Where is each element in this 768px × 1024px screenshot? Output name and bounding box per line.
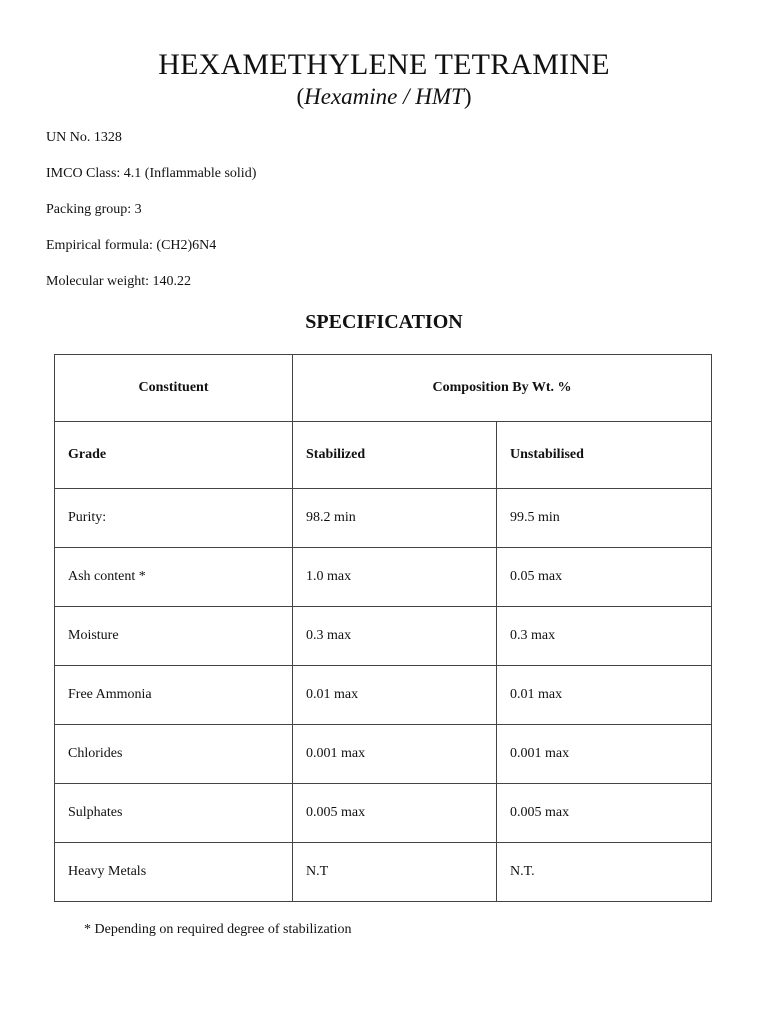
table-row	[55, 548, 712, 607]
document-subtitle	[0, 84, 768, 110]
row-constituent: Sulphates	[55, 784, 293, 843]
subtitle-text: Hexamine / HMT	[304, 84, 464, 109]
row-stabilized-value: 0.001 max	[293, 725, 497, 784]
table-row	[55, 843, 712, 902]
row-stabilized-value: 0.01 max	[293, 666, 497, 725]
property-empirical-formula: Empirical formula: (CH2)6N4	[46, 238, 217, 253]
row-constituent: Purity:	[55, 489, 293, 548]
header-constituent: Constituent	[55, 355, 293, 422]
property-list	[46, 129, 256, 309]
table-row	[55, 725, 712, 784]
row-stabilized-value: 0.3 max	[293, 607, 497, 666]
document-title: HEXAMETHYLENE TETRAMINE	[158, 48, 610, 81]
row-unstabilised-value: 0.3 max	[497, 607, 712, 666]
row-constituent: Free Ammonia	[55, 666, 293, 725]
row-constituent: Moisture	[55, 607, 293, 666]
header-composition: Composition By Wt. %	[293, 355, 712, 422]
table-row	[55, 489, 712, 548]
grade-unstabilised: Unstabilised	[497, 422, 712, 489]
table-header-row	[55, 355, 712, 422]
grade-stabilized: Stabilized	[293, 422, 497, 489]
specification-heading: SPECIFICATION	[305, 311, 463, 333]
subtitle-close-paren: )	[463, 84, 472, 109]
table-row	[55, 666, 712, 725]
row-unstabilised-value: 99.5 min	[497, 489, 712, 548]
property-molecular-weight: Molecular weight: 140.22	[46, 274, 192, 289]
row-constituent: Heavy Metals	[55, 843, 293, 902]
property-packing-group: Packing group: 3	[46, 202, 142, 217]
footnote: * Depending on required degree of stabilization	[84, 922, 352, 937]
table-row	[55, 607, 712, 666]
row-unstabilised-value: 0.001 max	[497, 725, 712, 784]
row-stabilized-value: 1.0 max	[293, 548, 497, 607]
row-constituent: Chlorides	[55, 725, 293, 784]
row-unstabilised-value: N.T.	[497, 843, 712, 902]
row-unstabilised-value: 0.05 max	[497, 548, 712, 607]
table-row	[55, 784, 712, 843]
property-imco-class: IMCO Class: 4.1 (Inflammable solid)	[46, 166, 257, 181]
row-stabilized-value: 98.2 min	[293, 489, 497, 548]
row-stabilized-value: 0.005 max	[293, 784, 497, 843]
row-unstabilised-value: 0.005 max	[497, 784, 712, 843]
row-unstabilised-value: 0.01 max	[497, 666, 712, 725]
subtitle-open-paren: (	[296, 84, 305, 109]
row-stabilized-value: N.T	[293, 843, 497, 902]
grade-label: Grade	[55, 422, 293, 489]
property-un-number: UN No. 1328	[46, 130, 122, 145]
table-grade-row	[55, 422, 712, 489]
row-constituent: Ash content *	[55, 548, 293, 607]
specification-table	[54, 354, 712, 902]
